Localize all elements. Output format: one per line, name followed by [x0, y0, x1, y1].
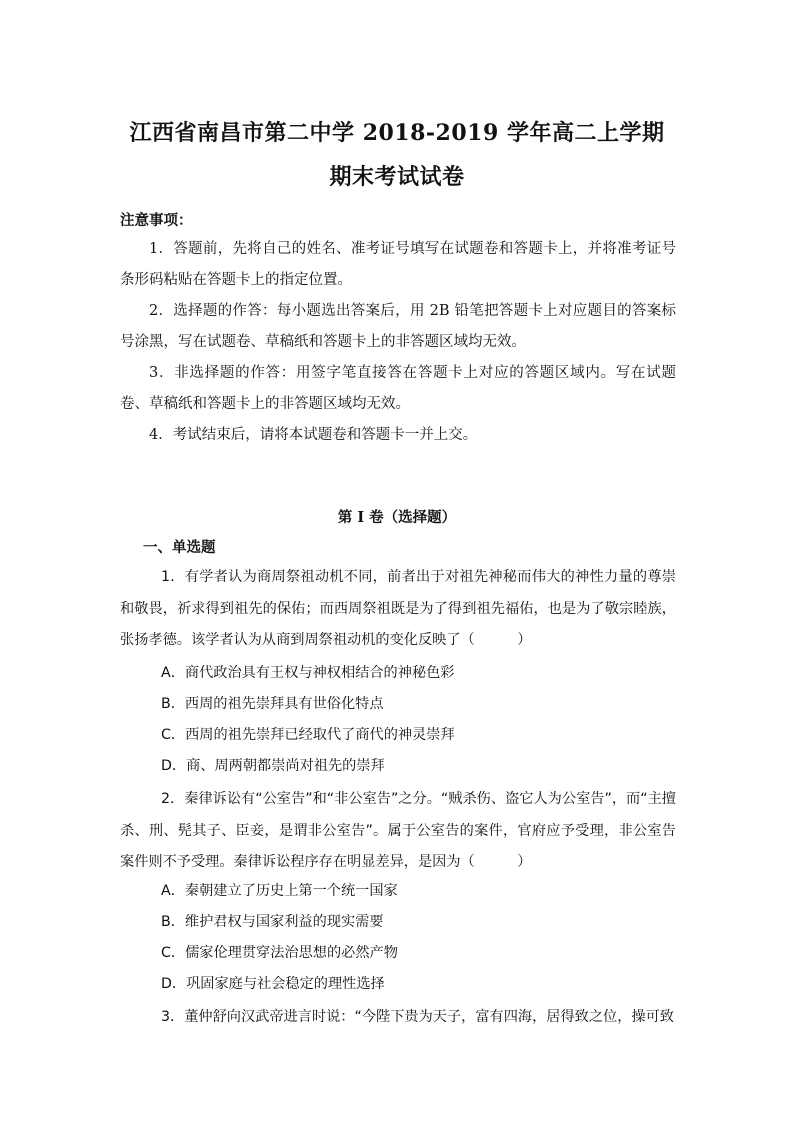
- question-2-option-b: B．维护君权与国家利益的现实需要: [161, 914, 384, 930]
- question-2-option-c: C．儒家伦理贯穿法治思想的必然产物: [161, 945, 398, 961]
- question-1-option-a: A．商代政治具有王权与神权相结合的神秘色彩: [161, 665, 455, 681]
- question-2-option-a: A．秦朝建立了历史上第一个统一国家: [161, 883, 398, 899]
- section-title: 第 I 卷（选择题）: [337, 509, 457, 526]
- question-2-option-d: D．巩固家庭与社会稳定的理性选择: [161, 976, 385, 992]
- exam-title-line1: 江西省南昌市第二中学 2018-2019 学年高二上学期: [129, 120, 665, 146]
- question-1-option-d: D．商、周两朝都崇尚对祖先的崇拜: [161, 758, 385, 774]
- question-1-option-c: C．西周的祖先崇拜已经取代了商代的神灵崇拜: [161, 727, 455, 743]
- subsection-title: 一、单选题: [143, 539, 216, 556]
- question-1-option-b: B．西周的祖先崇拜具有世俗化特点: [161, 696, 384, 712]
- notes-heading: 注意事项：: [120, 212, 193, 229]
- question-1-stem: 1．有学者认为商周祭祖动机不同，前者出于对祖先神秘而伟大的神性力量的尊崇和敬畏，祈求得到祖先的保佑；而西周祭祖既是为了得到祖先福佑，也是为了敬宗睦族，张扬孝德。该学者认为从商到周祭祖动机的变化反映了（ ）: [120, 569, 676, 648]
- note-item-1: 1．答题前，先将自己的姓名、准考证号填写在试题卷和答题卡上，并将准考证号条形码粘贴在答题卡上的指定位置。: [120, 241, 676, 288]
- question-2-stem: 2．秦律诉讼有“公室告”和“非公室告”之分。“贼杀伤、盗它人为公室告”，而“主擅杀、刑、髡其子、臣妾，是谓非公室告”。属于公室告的案件，官府应予受理，非公室告案件则不予受理。秦律诉讼程序存在明显差异，是因为（ ）: [120, 791, 676, 870]
- question-3-stem: 3．董仲舒向汉武帝进言时说：“今陛下贵为天子，富有四海，居得致之位，操可致: [161, 1009, 674, 1025]
- note-item-4: 4．考试结束后，请将本试题卷和答题卡一并上交。: [149, 427, 478, 443]
- note-item-2: 2．选择题的作答：每小题选出答案后，用 2B 铅笔把答题卡上对应题目的答案标号涂黑，写在试题卷、草稿纸和答题卡上的非答题区域均无效。: [120, 303, 676, 350]
- note-item-3: 3．非选择题的作答：用签字笔直接答在答题卡上对应的答题区域内。写在试题卷、草稿纸和答题卡上的非答题区域均无效。: [120, 365, 676, 412]
- exam-title-line2: 期末考试试卷: [329, 164, 465, 190]
